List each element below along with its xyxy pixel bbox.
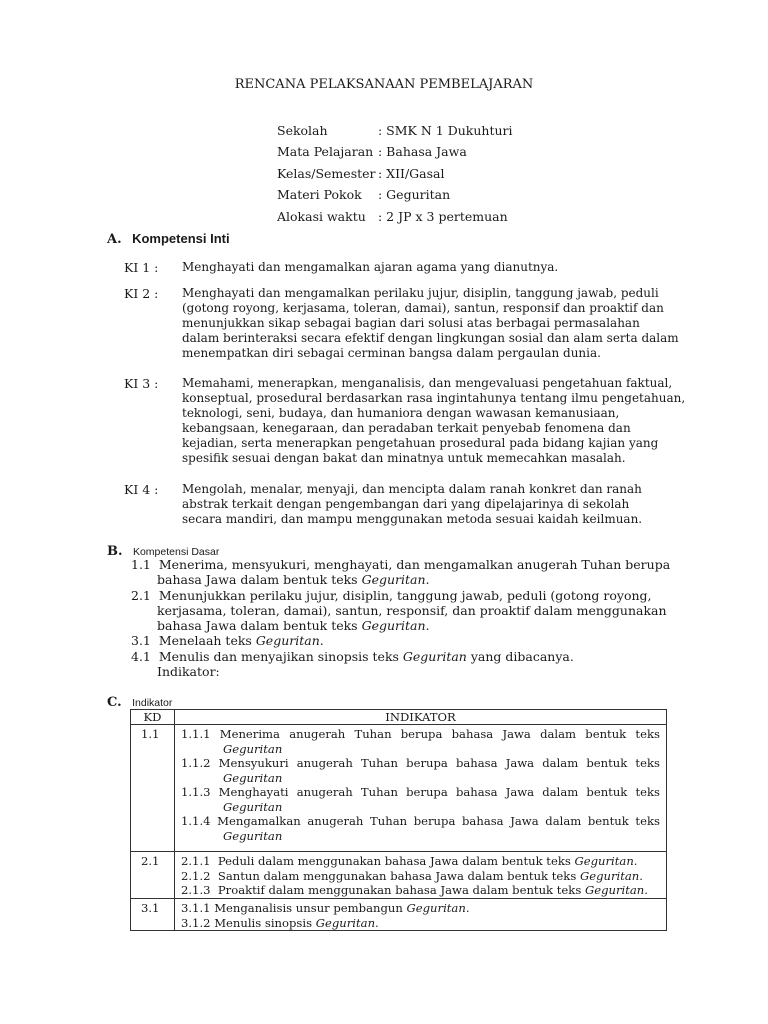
ki-number: KI 3 : xyxy=(124,376,159,391)
indikator-cell xyxy=(175,899,667,931)
identity-label: Kelas/Semester xyxy=(277,166,376,181)
indikator-number: 1.1.2 xyxy=(181,756,211,770)
indikator-label: Indikator: xyxy=(157,664,220,679)
indikator-word: Tuhan xyxy=(360,785,398,799)
kd-text: Menerima, mensyukuri, menghayati, dan mengamalkan anugerah Tuhan berupa xyxy=(158,557,671,572)
indikator-number: 2.1.1 xyxy=(181,854,211,868)
indikator-text: . xyxy=(639,868,643,883)
indikator-word: bentuk xyxy=(585,727,627,741)
indikator-table xyxy=(130,709,667,931)
indikator-number: 3.1.2 xyxy=(181,915,211,930)
section-title: Kompetensi Inti xyxy=(132,231,230,246)
indikator-item xyxy=(181,756,660,785)
kd-italic: Geguritan xyxy=(361,618,426,633)
table-row xyxy=(131,852,667,899)
ki-number: KI 4 : xyxy=(124,482,159,497)
indikator-text: Proaktif dalam menggunakan bahasa Jawa dalam bentuk teks xyxy=(217,883,585,897)
kd-number: 3.1 xyxy=(131,633,151,648)
kd-cell: 2.1 xyxy=(131,852,175,899)
ki-line: kejadian, serta menerapkan pengetahuan prosedural pada bidang kajian yang xyxy=(182,436,659,450)
ki-line: abstrak terkait dengan pengembangan dari yang dipelajarinya di sekolah xyxy=(182,497,630,511)
indikator-word: dalam xyxy=(540,727,577,741)
indikator-word: dalam xyxy=(542,785,579,799)
ki-text xyxy=(182,376,685,466)
indikator-word: Tuhan xyxy=(370,814,408,828)
indikator-word: teks xyxy=(635,727,660,741)
table-row xyxy=(131,899,667,931)
ki-line: dalam berinteraksi secara efektif dengan lingkungan sosial dan alam serta dalam xyxy=(182,331,679,345)
identity-value: : Geguritan xyxy=(378,187,451,202)
ki-line: Memahami, menerapkan, menganalisis, dan mengevaluasi pengetahuan faktual, xyxy=(182,376,673,390)
indikator-text: . xyxy=(375,915,379,930)
indikator-word: bahasa xyxy=(455,756,498,770)
indikator-word: bahasa xyxy=(462,814,504,828)
identity-label: Materi Pokok xyxy=(277,187,362,202)
kd-item xyxy=(131,557,670,587)
indikator-number: 2.1.2 xyxy=(181,868,211,883)
indikator-word: Mengamalkan xyxy=(217,814,301,828)
section-title: Indikator xyxy=(132,697,173,709)
indikator-word: Mensyukuri xyxy=(218,756,289,770)
indikator-cell xyxy=(175,725,667,852)
indikator-word: Jawa xyxy=(505,785,535,799)
indikator-item xyxy=(181,883,660,898)
kd-number: 1.1 xyxy=(131,557,151,572)
indikator-word: berupa xyxy=(406,785,448,799)
kd-item xyxy=(131,633,324,648)
indikator-word: teks xyxy=(635,814,660,828)
indikator-text: . xyxy=(644,883,648,897)
indikator-word: Tuhan xyxy=(360,756,398,770)
indikator-item xyxy=(181,727,660,756)
document-title: RENCANA PELAKSANAAN PEMBELAJARAN xyxy=(234,77,534,92)
indikator-text: . xyxy=(465,901,470,915)
table-header-row xyxy=(131,710,667,725)
header-kd: KD xyxy=(131,710,175,725)
kd-number: 4.1 xyxy=(131,649,151,664)
indikator-text: . xyxy=(633,854,638,868)
indikator-text: Menganalisis unsur pembangun xyxy=(214,901,407,915)
ki-line: Mengolah, menalar, menyaji, dan mencipta dalam ranah konkret dan ranah xyxy=(182,482,642,496)
kd-text: kerjasama, toleran, damai), santun, responsif, dan proaktif dalam menggunakan xyxy=(157,603,667,618)
indikator-word: Jawa xyxy=(510,814,539,828)
indikator-italic: Geguritan xyxy=(584,883,645,897)
table-row xyxy=(131,725,667,852)
indikator-word: dalam xyxy=(545,814,582,828)
kd-italic: Geguritan xyxy=(255,633,320,648)
indikator-item xyxy=(181,916,660,931)
indikator-number: 1.1.4 xyxy=(181,814,211,828)
indikator-word: berupa xyxy=(413,814,456,828)
indikator-word: dalam xyxy=(542,756,579,770)
indikator-number: 2.1.3 xyxy=(181,883,211,897)
kd-cell: 3.1 xyxy=(131,899,175,931)
indikator-continuation: Geguritan xyxy=(223,741,283,756)
ki-number: KI 2 : xyxy=(124,286,159,301)
identity-label: Sekolah xyxy=(277,123,328,138)
kd-text: yang dibacanya. xyxy=(466,649,574,664)
indikator-number: 1.1.3 xyxy=(181,785,211,799)
indikator-item xyxy=(181,869,660,884)
indikator-word: bentuk xyxy=(586,756,628,770)
ki-line: Menghayati dan mengamalkan ajaran agama yang dianutnya. xyxy=(182,260,559,274)
indikator-italic: Geguritan xyxy=(315,915,376,930)
indikator-word: teks xyxy=(635,785,660,799)
indikator-word: teks xyxy=(635,756,660,770)
ki-text xyxy=(182,286,679,361)
ki-line: teknologi, seni, budaya, dan humaniora dengan wawasan kemanusiaan, xyxy=(182,406,620,420)
kd-text: Menulis dan menyajikan sinopsis teks xyxy=(158,649,403,664)
indikator-continuation: Geguritan xyxy=(223,770,283,785)
kd-italic: Geguritan xyxy=(361,572,426,587)
indikator-word: anugerah xyxy=(307,814,364,828)
identity-value: : Bahasa Jawa xyxy=(378,144,467,159)
indikator-italic: Geguritan xyxy=(579,868,640,883)
kd-cell: 1.1 xyxy=(131,725,175,852)
kd-text: Menelaah teks xyxy=(158,633,256,648)
indikator-word: Jawa xyxy=(502,727,531,741)
indikator-word: Menerima xyxy=(219,727,280,741)
identity-value: : XII/Gasal xyxy=(378,166,445,181)
kd-text: . xyxy=(319,633,324,648)
kd-text: bahasa Jawa dalam bentuk teks xyxy=(157,618,362,633)
indikator-word: anugerah xyxy=(289,727,346,741)
kd-text: . xyxy=(425,618,430,633)
indikator-continuation: Geguritan xyxy=(223,828,283,843)
ki-line: spesifik sesuai dengan bakat dan minatnya untuk memecahkan masalah. xyxy=(182,451,626,465)
section-title: Kompetensi Dasar xyxy=(132,546,220,558)
kd-item xyxy=(131,649,574,679)
indikator-word: bentuk xyxy=(586,785,628,799)
section-letter: C. xyxy=(107,695,122,710)
kd-item xyxy=(131,588,667,633)
indikator-number: 1.1.1 xyxy=(181,727,211,741)
ki-line: secara mandiri, dan mampu menggunakan metoda sesuai kaidah keilmuan. xyxy=(182,512,643,526)
indikator-item xyxy=(181,901,660,916)
ki-line: (gotong royong, kerjasama, toleran, damai), santun, responsif dan proaktif dan xyxy=(182,301,664,315)
kd-number: 2.1 xyxy=(131,588,151,603)
indikator-text: Santun dalam menggunakan bahasa Jawa dalam bentuk teks xyxy=(217,868,580,883)
indikator-number: 3.1.1 xyxy=(181,901,211,915)
indikator-word: anugerah xyxy=(296,785,353,799)
ki-line: konseptual, prosedural berdasarkan rasa ingintahunya tentang ilmu pengetahuan, xyxy=(182,391,686,405)
identity-value: : 2 JP x 3 pertemuan xyxy=(378,209,508,224)
ki-text xyxy=(182,482,642,527)
section-letter: A. xyxy=(107,232,122,247)
kd-text: Menunjukkan perilaku jujur, disiplin, tanggung jawab, peduli (gotong royong, xyxy=(158,588,652,603)
section-letter: B. xyxy=(107,544,123,559)
ki-line: menunjukkan sikap sebagai bagian dari solusi atas berbagai permasalahan xyxy=(182,316,640,330)
identity-value: : SMK N 1 Dukuhturi xyxy=(378,123,513,138)
indikator-text: Peduli dalam menggunakan bahasa Jawa dalam bentuk teks xyxy=(217,854,575,868)
identity-label: Alokasi waktu xyxy=(277,209,366,224)
indikator-word: Menghayati xyxy=(218,785,289,799)
indikator-word: anugerah xyxy=(296,756,353,770)
ki-line: kebangsaan, kenegaraan, dan peradaban terkait penyebab fenomena dan xyxy=(182,421,631,435)
indikator-item xyxy=(181,785,660,814)
indikator-word: bahasa xyxy=(455,785,498,799)
indikator-word: Tuhan xyxy=(354,727,392,741)
indikator-word: Jawa xyxy=(505,756,535,770)
kd-italic: Geguritan xyxy=(402,649,467,664)
indikator-cell xyxy=(175,852,667,899)
indikator-word: berupa xyxy=(400,727,443,741)
kd-text: bahasa Jawa dalam bentuk teks xyxy=(157,572,362,587)
ki-text xyxy=(182,260,558,275)
ki-line: menempatkan diri sebagai cerminan bangsa dalam pergaulan dunia. xyxy=(182,346,601,360)
indikator-item xyxy=(181,814,660,843)
indikator-word: berupa xyxy=(406,756,448,770)
identity-label: Mata Pelajaran xyxy=(277,144,374,159)
kd-text: . xyxy=(425,572,430,587)
indikator-text: Menulis sinopsis xyxy=(214,915,316,930)
ki-line: Menghayati dan mengamalkan perilaku jujur, disiplin, tanggung jawab, peduli xyxy=(182,286,659,300)
indikator-italic: Geguritan xyxy=(574,854,634,868)
section-a-heading xyxy=(107,230,230,248)
indikator-word: bentuk xyxy=(587,814,629,828)
indikator-word: bahasa xyxy=(451,727,494,741)
header-indikator: INDIKATOR xyxy=(175,710,667,725)
indikator-item xyxy=(181,854,660,869)
indikator-continuation: Geguritan xyxy=(223,799,283,814)
ki-number: KI 1 : xyxy=(124,260,159,275)
indikator-italic: Geguritan xyxy=(406,901,466,915)
